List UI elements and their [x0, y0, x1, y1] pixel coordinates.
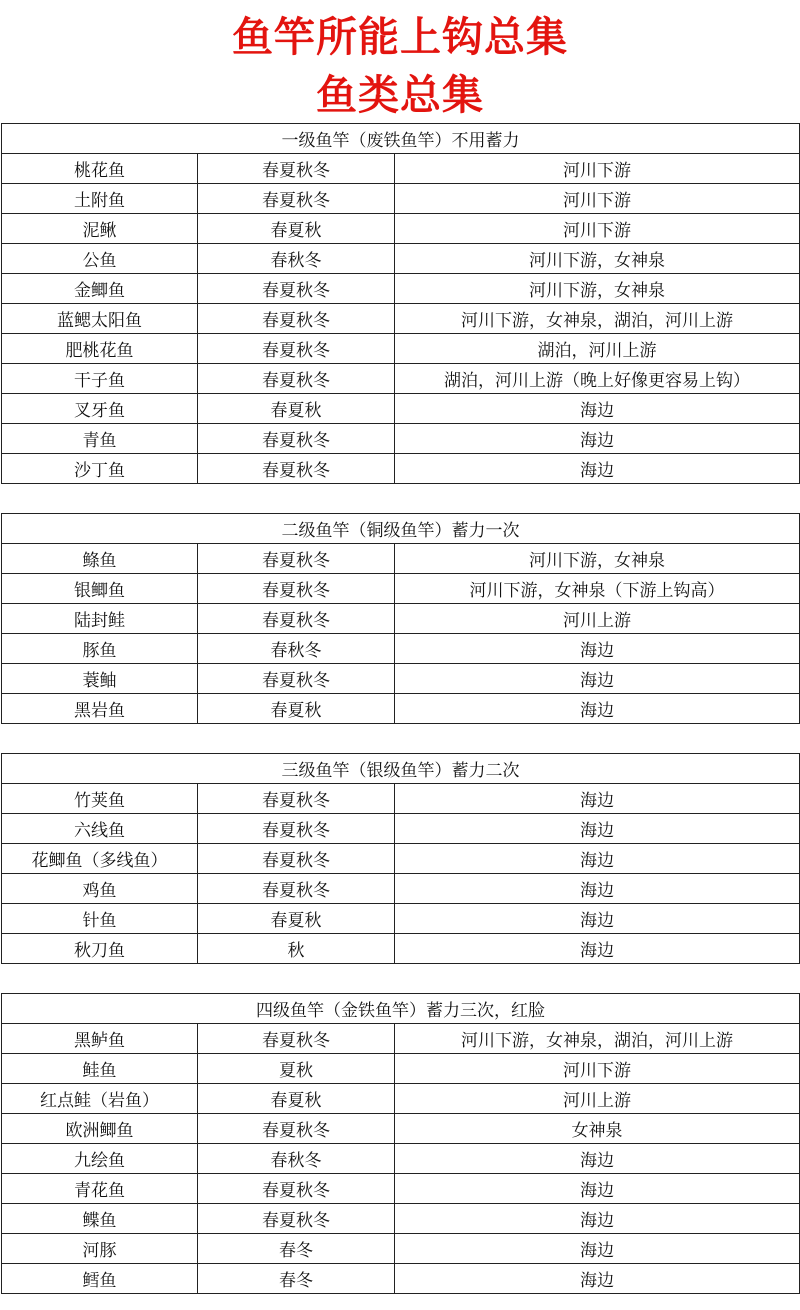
season-cell: 春夏秋冬 — [198, 814, 395, 844]
season-cell: 春夏秋冬 — [198, 784, 395, 814]
fish-name-cell: 土附鱼 — [2, 184, 198, 214]
season-cell: 春夏秋冬 — [198, 1204, 395, 1234]
location-cell: 河川下游，女神泉 — [395, 244, 800, 274]
fish-name-cell: 豚鱼 — [2, 634, 198, 664]
location-cell: 海边 — [395, 664, 800, 694]
location-cell: 海边 — [395, 1264, 800, 1294]
fish-name-cell: 青花鱼 — [2, 1174, 198, 1204]
fish-name-cell: 六线鱼 — [2, 814, 198, 844]
fish-name-cell: 蓝鳃太阳鱼 — [2, 304, 198, 334]
fish-name-cell: 秋刀鱼 — [2, 934, 198, 964]
location-cell: 海边 — [395, 814, 800, 844]
season-cell: 春夏秋冬 — [198, 1174, 395, 1204]
fish-name-cell: 红点鲑（岩鱼） — [2, 1084, 198, 1114]
fish-name-cell: 鲽鱼 — [2, 1204, 198, 1234]
fish-name-cell: 青鱼 — [2, 424, 198, 454]
location-cell: 海边 — [395, 1144, 800, 1174]
fish-name-cell: 鳕鱼 — [2, 1264, 198, 1294]
location-cell: 海边 — [395, 934, 800, 964]
season-cell: 春秋冬 — [198, 634, 395, 664]
rod-level-header: 四级鱼竿（金铁鱼竿）蓄力三次，红脸 — [2, 994, 800, 1024]
page-subtitle: 鱼类总集 — [316, 71, 484, 119]
season-cell: 春夏秋冬 — [198, 544, 395, 574]
fish-name-cell: 鲑鱼 — [2, 1054, 198, 1084]
location-cell: 河川上游 — [395, 604, 800, 634]
season-cell: 春冬 — [198, 1264, 395, 1294]
fish-name-cell: 陆封鲑 — [2, 604, 198, 634]
fish-name-cell: 桃花鱼 — [2, 154, 198, 184]
location-cell: 海边 — [395, 454, 800, 484]
table-row — [2, 1114, 800, 1144]
fish-name-cell: 黑鲈鱼 — [2, 1024, 198, 1054]
season-cell: 春夏秋冬 — [198, 334, 395, 364]
table-row — [2, 304, 800, 334]
table-row — [2, 814, 800, 844]
season-cell: 秋 — [198, 934, 395, 964]
fish-name-cell: 肥桃花鱼 — [2, 334, 198, 364]
rod-level-header: 三级鱼竿（银级鱼竿）蓄力二次 — [2, 754, 800, 784]
location-cell: 湖泊，河川上游（晚上好像更容易上钩） — [395, 364, 800, 394]
table-row — [2, 244, 800, 274]
location-cell: 海边 — [395, 904, 800, 934]
table-row — [2, 1234, 800, 1264]
location-cell: 河川下游 — [395, 154, 800, 184]
section-header-row — [2, 124, 800, 154]
fish-name-cell: 花鲫鱼（多线鱼） — [2, 844, 198, 874]
season-cell: 春秋冬 — [198, 244, 395, 274]
location-cell: 湖泊，河川上游 — [395, 334, 800, 364]
rod-level-header: 一级鱼竿（废铁鱼竿）不用蓄力 — [2, 124, 800, 154]
season-cell: 春冬 — [198, 1234, 395, 1264]
rod-level-3-table — [1, 753, 800, 964]
fish-name-cell: 泥鳅 — [2, 214, 198, 244]
table-row — [2, 784, 800, 814]
rod-level-1-table — [1, 123, 800, 484]
table-row — [2, 844, 800, 874]
season-cell: 春夏秋冬 — [198, 604, 395, 634]
season-cell: 春夏秋冬 — [198, 574, 395, 604]
fish-name-cell: 鲦鱼 — [2, 544, 198, 574]
season-cell: 春夏秋冬 — [198, 664, 395, 694]
table-row — [2, 1054, 800, 1084]
season-cell: 春夏秋冬 — [198, 844, 395, 874]
fish-name-cell: 叉牙鱼 — [2, 394, 198, 424]
table-row — [2, 574, 800, 604]
location-cell: 河川下游，女神泉（下游上钩高） — [395, 574, 800, 604]
location-cell: 河川下游，女神泉 — [395, 544, 800, 574]
location-cell: 海边 — [395, 424, 800, 454]
table-row — [2, 1084, 800, 1114]
section-header-row — [2, 514, 800, 544]
season-cell: 春夏秋冬 — [198, 304, 395, 334]
table-row — [2, 154, 800, 184]
table-row — [2, 364, 800, 394]
location-cell: 河川下游 — [395, 1054, 800, 1084]
table-row — [2, 1264, 800, 1294]
table-row — [2, 394, 800, 424]
table-row — [2, 874, 800, 904]
fish-name-cell: 河豚 — [2, 1234, 198, 1264]
section-header-row — [2, 754, 800, 784]
table-row — [2, 424, 800, 454]
season-cell: 春夏秋冬 — [198, 1024, 395, 1054]
section-header-row — [2, 994, 800, 1024]
season-cell: 春夏秋冬 — [198, 154, 395, 184]
season-cell: 春夏秋 — [198, 214, 395, 244]
table-row — [2, 1204, 800, 1234]
fish-name-cell: 竹荚鱼 — [2, 784, 198, 814]
fish-name-cell: 沙丁鱼 — [2, 454, 198, 484]
fish-name-cell: 欧洲鲫鱼 — [2, 1114, 198, 1144]
season-cell: 春夏秋 — [198, 1084, 395, 1114]
table-row — [2, 904, 800, 934]
season-cell: 春夏秋冬 — [198, 874, 395, 904]
location-cell: 海边 — [395, 1204, 800, 1234]
season-cell: 春夏秋冬 — [198, 364, 395, 394]
table-row — [2, 1174, 800, 1204]
fish-name-cell: 银鲫鱼 — [2, 574, 198, 604]
season-cell: 春夏秋冬 — [198, 274, 395, 304]
location-cell: 河川下游 — [395, 184, 800, 214]
rod-level-2-table — [1, 513, 800, 724]
location-cell: 河川下游，女神泉，湖泊，河川上游 — [395, 304, 800, 334]
season-cell: 春夏秋 — [198, 904, 395, 934]
season-cell: 春夏秋 — [198, 394, 395, 424]
table-row — [2, 1144, 800, 1174]
fish-name-cell: 干子鱼 — [2, 364, 198, 394]
location-cell: 海边 — [395, 1174, 800, 1204]
location-cell: 河川下游，女神泉 — [395, 274, 800, 304]
season-cell: 春夏秋 — [198, 694, 395, 724]
table-row — [2, 934, 800, 964]
table-row — [2, 604, 800, 634]
season-cell: 春夏秋冬 — [198, 1114, 395, 1144]
season-cell: 春夏秋冬 — [198, 454, 395, 484]
table-row — [2, 184, 800, 214]
rod-level-4-table — [1, 993, 800, 1294]
season-cell: 夏秋 — [198, 1054, 395, 1084]
location-cell: 女神泉 — [395, 1114, 800, 1144]
fish-name-cell: 蓑鲉 — [2, 664, 198, 694]
table-row — [2, 334, 800, 364]
location-cell: 海边 — [395, 694, 800, 724]
location-cell: 海边 — [395, 784, 800, 814]
fish-tables — [0, 123, 800, 1294]
fish-name-cell: 九绘鱼 — [2, 1144, 198, 1174]
rod-level-header: 二级鱼竿（铜级鱼竿）蓄力一次 — [2, 514, 800, 544]
location-cell: 海边 — [395, 874, 800, 904]
location-cell: 海边 — [395, 1234, 800, 1264]
fish-name-cell: 公鱼 — [2, 244, 198, 274]
table-row — [2, 1024, 800, 1054]
page-title: 鱼竿所能上钩总集 — [232, 13, 568, 61]
location-cell: 河川下游，女神泉，湖泊，河川上游 — [395, 1024, 800, 1054]
fish-name-cell: 黑岩鱼 — [2, 694, 198, 724]
season-cell: 春夏秋冬 — [198, 184, 395, 214]
location-cell: 河川下游 — [395, 214, 800, 244]
season-cell: 春秋冬 — [198, 1144, 395, 1174]
table-row — [2, 214, 800, 244]
table-row — [2, 274, 800, 304]
season-cell: 春夏秋冬 — [198, 424, 395, 454]
fish-name-cell: 金鲫鱼 — [2, 274, 198, 304]
location-cell: 海边 — [395, 394, 800, 424]
table-row — [2, 664, 800, 694]
table-row — [2, 454, 800, 484]
location-cell: 海边 — [395, 844, 800, 874]
table-row — [2, 694, 800, 724]
fish-name-cell: 针鱼 — [2, 904, 198, 934]
table-row — [2, 544, 800, 574]
location-cell: 河川上游 — [395, 1084, 800, 1114]
location-cell: 海边 — [395, 634, 800, 664]
fish-name-cell: 鸡鱼 — [2, 874, 198, 904]
table-row — [2, 634, 800, 664]
